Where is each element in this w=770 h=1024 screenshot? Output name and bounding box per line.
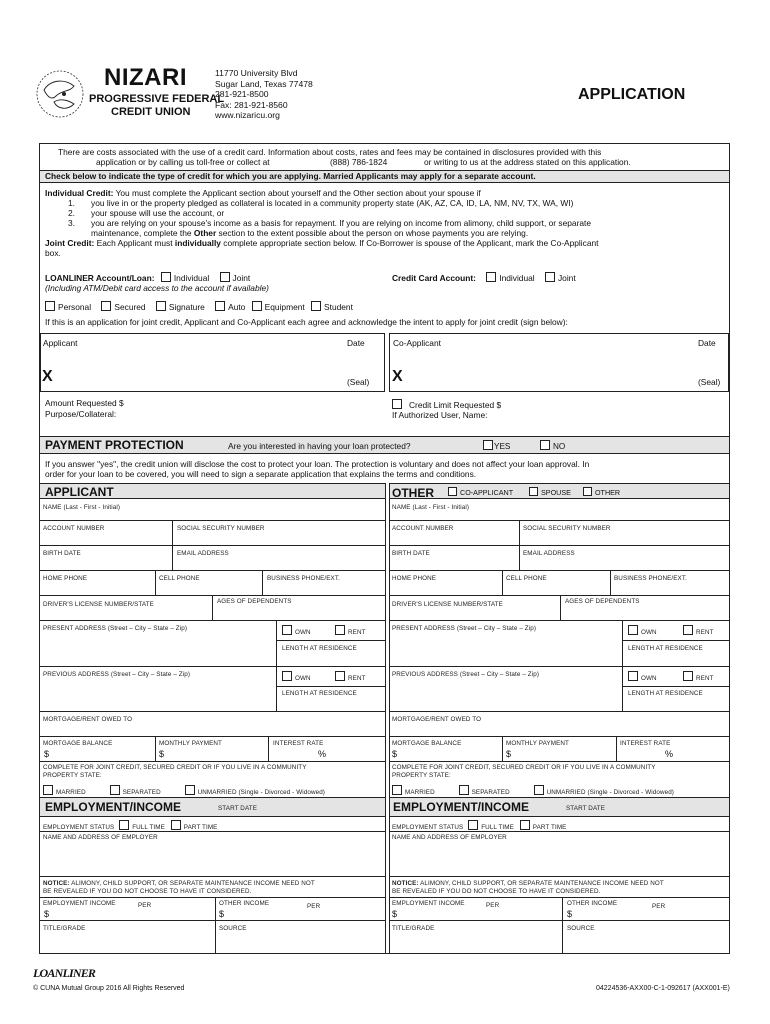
applicant-mortgage-balance-dollar: $ — [44, 749, 50, 759]
full-time-label: FULL TIME — [481, 824, 514, 831]
separated-label: SEPARATED — [471, 789, 510, 796]
separated-label: SEPARATED — [122, 789, 161, 796]
other-title-grade-field[interactable]: TITLE/GRADE — [392, 925, 435, 932]
amount-requested-label[interactable]: Amount Requested $ — [45, 398, 124, 408]
logo-subtitle-2: CREDIT UNION — [111, 106, 191, 118]
row-line — [40, 620, 386, 621]
credit-union-address — [215, 68, 313, 121]
applicant-separated-checkbox[interactable] — [110, 785, 120, 795]
other-unmarried-checkbox[interactable] — [534, 785, 544, 795]
loan-type-label: Secured — [114, 302, 146, 312]
col-line — [616, 736, 617, 761]
co-applicant-seal-label: (Seal) — [698, 377, 721, 387]
applicant-mortgage-owed-field[interactable]: MORTGAGE/RENT OWED TO — [43, 716, 133, 723]
payment-protection-text-1: If you answer "yes", the credit union will disclose the cost to protect your loan. The protection is voluntary and does not affect your loan approval. In — [45, 459, 590, 469]
own-label: OWN — [295, 629, 311, 636]
applicant-present-address-field[interactable]: PRESENT ADDRESS (Street – City – State – Zip) — [43, 625, 188, 632]
applicant-signature-label: Applicant — [43, 338, 78, 348]
applicant-present-rent-checkbox[interactable] — [335, 625, 345, 635]
other-email-field[interactable]: EMAIL ADDRESS — [523, 550, 575, 557]
other-present-rent-checkbox[interactable] — [683, 625, 693, 635]
payment-protection-no — [540, 440, 565, 452]
credit-limit-row — [392, 399, 501, 410]
other-previous-rent-checkbox[interactable] — [683, 671, 693, 681]
notice-text: ALIMONY, CHILD SUPPORT, OR SEPARATE MAINTENANCE INCOME NEED NOT — [69, 880, 315, 887]
loan-type-label: Personal — [58, 302, 92, 312]
joint-intent-text: If this is an application for joint credit, Applicant and Co-Applicant each agree and acknowledge the intent to apply for joint credit (sign below): — [45, 317, 568, 327]
married-label: MARRIED — [56, 789, 86, 796]
other-interest-rate-field[interactable]: INTEREST RATE — [620, 740, 671, 747]
credit-union-logo — [34, 68, 86, 120]
other-present-length-field[interactable]: LENGTH AT RESIDENCE — [628, 645, 703, 652]
col-line — [560, 595, 561, 620]
applicant-previous-length-field[interactable]: LENGTH AT RESIDENCE — [282, 690, 357, 697]
applicant-signature-x: X — [42, 368, 53, 385]
applicant-complete-for-joint-1: COMPLETE FOR JOINT CREDIT, SECURED CREDIT OR IF YOU LIVE IN A COMMUNITY — [43, 764, 307, 771]
col-line — [276, 620, 277, 711]
applicant-mortgage-balance-field[interactable]: MORTGAGE BALANCE — [43, 740, 113, 747]
loanliner-account-label: LOANLINER Account/Loan: — [45, 273, 155, 283]
other-present-address-field[interactable]: PRESENT ADDRESS (Street – City – State – Zip) — [392, 625, 537, 632]
applicant-business-phone-field[interactable]: BUSINESS PHONE/EXT. — [267, 575, 340, 582]
loan-type-row — [45, 301, 353, 312]
applicant-previous-rent — [335, 671, 366, 682]
other-type-row — [448, 487, 620, 498]
row-line — [40, 520, 386, 521]
row-line — [40, 666, 386, 667]
credit-limit-label: Credit Limit Requested $ — [409, 400, 502, 410]
rent-label: RENT — [348, 629, 366, 636]
payment-protection-question: Are you interested in having your loan protected? — [228, 441, 411, 451]
row-line — [389, 545, 730, 546]
row-line — [389, 620, 730, 621]
individual-credit-label: Individual Credit: — [45, 188, 114, 198]
other-other-income-field[interactable]: OTHER INCOME — [567, 900, 618, 907]
other-complete-for-joint-2: PROPERTY STATE: — [392, 772, 451, 779]
col-line — [215, 897, 216, 953]
atm-note: (Including ATM/Debit card access to the account if available) — [45, 283, 269, 293]
row-line — [276, 640, 386, 641]
other-complete-for-joint-1: COMPLETE FOR JOINT CREDIT, SECURED CREDIT OR IF YOU LIVE IN A COMMUNITY — [392, 764, 656, 771]
row-line — [389, 520, 730, 521]
joint-credit-desc-a: Each Applicant must — [94, 238, 175, 248]
individual-credit-text — [45, 188, 481, 198]
col-line — [622, 620, 623, 711]
employment-status-label: EMPLOYMENT STATUS — [43, 824, 115, 831]
applicant-employment-income-dollar: $ — [44, 909, 50, 919]
applicant-previous-rent-checkbox[interactable] — [335, 671, 345, 681]
co-applicant-checkbox[interactable] — [448, 487, 457, 496]
applicant-married-checkbox[interactable] — [43, 785, 53, 795]
credit-card-account-row — [392, 272, 576, 283]
col-line — [212, 595, 213, 620]
col-line — [562, 897, 563, 953]
row-line — [622, 640, 730, 641]
other-monthly-payment-dollar: $ — [506, 749, 512, 759]
unmarried-label: UNMARRIED (Single - Divorced - Widowed) — [197, 789, 325, 796]
credit-item-text: your spouse will use the account, or — [91, 208, 225, 218]
loan-type-label: Signature — [168, 302, 205, 312]
applicant-present-own-checkbox[interactable] — [282, 625, 292, 635]
applicant-present-rent — [335, 625, 366, 636]
loanliner-brand-logo: LOANLINER — [33, 966, 96, 980]
row-line — [389, 570, 730, 571]
other-other-income-per: PER — [652, 903, 666, 910]
applicant-title: APPLICANT — [45, 485, 114, 499]
credit-item-3-continued — [91, 228, 528, 238]
col-line — [172, 520, 173, 570]
co-applicant-date-label: Date — [698, 338, 716, 348]
credit-card-joint-checkbox[interactable] — [545, 272, 555, 282]
loan-type-label: Student — [324, 302, 353, 312]
unmarried-label: UNMARRIED (Single - Divorced - Widowed) — [546, 789, 674, 796]
other-previous-own-checkbox[interactable] — [628, 671, 638, 681]
other-mortgage-balance-field[interactable]: MORTGAGE BALANCE — [392, 740, 462, 747]
applicant-other-income-field[interactable]: OTHER INCOME — [219, 900, 270, 907]
row-line — [622, 686, 730, 687]
intro-phone: (888) 786-1824 — [330, 157, 388, 167]
other-title: OTHER — [392, 486, 434, 500]
other-monthly-payment-field[interactable]: MONTHLY PAYMENT — [506, 740, 569, 747]
other-employment-title: EMPLOYMENT/INCOME — [393, 800, 530, 814]
yes-checkbox[interactable] — [483, 440, 493, 450]
row-line — [389, 666, 730, 667]
applicant-interest-rate-percent: % — [318, 749, 327, 759]
joint-credit-desc-b: complete appropriate section below. If Co-Borrower is spouse of the Applicant, mark the Co-Applicant — [220, 238, 599, 248]
applicant-ages-field[interactable]: AGES OF DEPENDENTS — [217, 598, 292, 605]
credit-card-joint-label: Joint — [557, 273, 576, 283]
row-line — [40, 570, 386, 571]
equipment-checkbox[interactable] — [252, 301, 262, 311]
other-checkbox[interactable] — [583, 487, 592, 496]
row-line — [40, 876, 386, 877]
part-time-label: PART TIME — [183, 824, 218, 831]
row-line — [40, 816, 386, 817]
individual-credit-desc: You must complete the Applicant section about yourself and the Other section about your spouse if — [113, 188, 481, 198]
other-start-date-field[interactable]: START DATE — [566, 805, 606, 812]
loan-type-label: Equipment — [264, 302, 305, 312]
applicant-other-income-per: PER — [307, 903, 321, 910]
row-line — [40, 831, 386, 832]
notice-label: NOTICE: — [43, 880, 70, 887]
applicant-previous-own-checkbox[interactable] — [282, 671, 292, 681]
applicant-previous-address-field[interactable]: PREVIOUS ADDRESS (Street – City – State – Zip) — [43, 671, 191, 678]
notice-label: NOTICE: — [392, 880, 419, 887]
other-source-field[interactable]: SOURCE — [567, 925, 595, 932]
col-line — [502, 570, 503, 595]
other-employment-income-dollar: $ — [392, 909, 398, 919]
other-ssn-field[interactable]: SOCIAL SECURITY NUMBER — [523, 525, 611, 532]
loanliner-individual-label: Individual — [173, 273, 210, 283]
loanliner-joint-label: Joint — [232, 273, 251, 283]
col-line — [155, 570, 156, 595]
applicant-right-border — [385, 483, 386, 953]
other-interest-rate-percent: % — [665, 749, 674, 759]
own-label: OWN — [641, 629, 657, 636]
credit-item-3-cont-a: maintenance, complete the — [91, 228, 194, 238]
credit-item-num: 3. — [68, 218, 75, 228]
loanliner-account-row — [45, 272, 250, 283]
other-previous-own — [628, 671, 657, 682]
row-line — [389, 831, 730, 832]
other-employment-status-row — [392, 820, 566, 831]
loanliner-individual-checkbox[interactable] — [161, 272, 171, 282]
credit-item-text: you are relying on your spouse's income as a basis for repayment. If you are relying on income from alimony, child support, or separate — [91, 218, 592, 228]
credit-card-individual-checkbox[interactable] — [486, 272, 496, 282]
row-line — [389, 711, 730, 712]
credit-item-text: you live in or the property pledged as collateral is located in a community property state (AK, AZ, CA, ID, LA, NM, NV, TX, WA, WI) — [91, 198, 574, 208]
other-account-number-field[interactable]: ACCOUNT NUMBER — [392, 525, 454, 532]
applicant-other-income-dollar: $ — [219, 909, 225, 919]
col-line — [262, 570, 263, 595]
credit-card-individual-label: Individual — [499, 273, 535, 283]
other-birth-date-field[interactable]: BIRTH DATE — [392, 550, 430, 557]
row-line — [40, 545, 386, 546]
applicant-present-own — [282, 625, 311, 636]
page-title: APPLICATION — [578, 86, 686, 103]
other-marital-row — [392, 785, 674, 796]
applicant-employment-income-field[interactable]: EMPLOYMENT INCOME — [43, 900, 116, 907]
authorized-user-label[interactable]: If Authorized User, Name: — [392, 410, 488, 420]
co-applicant-signature-x: X — [392, 368, 403, 385]
other-present-own — [628, 625, 657, 636]
payment-protection-yes — [483, 440, 510, 452]
row-line — [389, 736, 730, 737]
applicant-email-field[interactable]: EMAIL ADDRESS — [177, 550, 229, 557]
other-part-time-checkbox[interactable] — [520, 820, 530, 830]
applicant-date-label: Date — [347, 338, 365, 348]
applicant-account-number-field[interactable]: ACCOUNT NUMBER — [43, 525, 105, 532]
intro-line-2b: or writing to us at the address stated on this application. — [424, 157, 631, 167]
own-label: OWN — [641, 675, 657, 682]
applicant-cell-phone-field[interactable]: CELL PHONE — [159, 575, 200, 582]
applicant-start-date-field[interactable]: START DATE — [218, 805, 258, 812]
other-label: OTHER — [594, 488, 621, 497]
other-left-border — [389, 483, 390, 953]
other-drivers-license-field[interactable]: DRIVER'S LICENSE NUMBER/STATE — [392, 601, 503, 608]
copyright-text: © CUNA Mutual Group 2016 All Rights Reserved — [33, 985, 185, 992]
joint-credit-label: Joint Credit: — [45, 238, 95, 248]
joint-credit-text-cont: box. — [45, 248, 61, 258]
credit-item-num: 1. — [68, 198, 75, 208]
notice-text: ALIMONY, CHILD SUPPORT, OR SEPARATE MAINTENANCE INCOME NEED NOT — [418, 880, 664, 887]
other-mortgage-balance-dollar: $ — [392, 749, 398, 759]
applicant-employment-status-row — [43, 820, 217, 831]
applicant-employment-income-per: PER — [138, 902, 152, 909]
other-notice-2: BE REVEALED IF YOU DO NOT CHOOSE TO HAVE IT CONSIDERED. — [392, 888, 601, 895]
credit-item-3-other: Other — [193, 228, 217, 238]
logo-name: NIZARI — [104, 64, 187, 91]
applicant-notice-2: BE REVEALED IF YOU DO NOT CHOOSE TO HAVE IT CONSIDERED. — [43, 888, 252, 895]
applicant-title-grade-field[interactable]: TITLE/GRADE — [43, 925, 86, 932]
joint-credit-individually: individually — [174, 238, 221, 248]
row-line — [40, 897, 386, 898]
other-full-time-checkbox[interactable] — [468, 820, 478, 830]
website-line: www.nizaricu.org — [215, 110, 280, 120]
logo-subtitle-1: PROGRESSIVE FEDERAL — [89, 93, 225, 105]
applicant-unmarried-checkbox[interactable] — [185, 785, 195, 795]
personal-checkbox[interactable] — [45, 301, 55, 311]
no-label: NO — [553, 442, 566, 451]
spouse-checkbox[interactable] — [529, 487, 538, 496]
col-line — [268, 736, 269, 761]
married-label: MARRIED — [405, 789, 435, 796]
check-below-text: Check below to indicate the type of credit for which you are applying. Married Applicants may apply for a separate account. — [45, 171, 536, 181]
employment-status-label: EMPLOYMENT STATUS — [392, 824, 464, 831]
credit-card-account-label: Credit Card Account: — [392, 273, 476, 283]
secured-checkbox[interactable] — [101, 301, 111, 311]
credit-limit-checkbox[interactable] — [392, 399, 402, 409]
full-time-label: FULL TIME — [132, 824, 165, 831]
other-mortgage-owed-field[interactable]: MORTGAGE/RENT OWED TO — [392, 716, 482, 723]
phone-line: 281-921-8500 — [215, 89, 269, 99]
row-line — [389, 920, 730, 921]
address-line: 11770 University Blvd — [215, 68, 298, 78]
applicant-notice-1 — [43, 880, 315, 887]
address-line: Sugar Land, Texas 77478 — [215, 78, 313, 89]
col-line — [502, 736, 503, 761]
signature-checkbox[interactable] — [156, 301, 166, 311]
other-present-rent — [683, 625, 714, 636]
row-line — [389, 876, 730, 877]
other-married-checkbox[interactable] — [392, 785, 402, 795]
col-line — [519, 520, 520, 570]
applicant-employer-field[interactable]: NAME AND ADDRESS OF EMPLOYER — [43, 834, 158, 841]
other-previous-length-field[interactable]: LENGTH AT RESIDENCE — [628, 690, 703, 697]
applicant-monthly-payment-field[interactable]: MONTHLY PAYMENT — [159, 740, 222, 747]
no-checkbox[interactable] — [540, 440, 550, 450]
applicant-monthly-payment-dollar: $ — [159, 749, 165, 759]
credit-item-3-cont-b: section to the extent possible about the person on whose payments you are relying. — [216, 228, 529, 238]
rent-label: RENT — [696, 675, 714, 682]
row-line — [389, 816, 730, 817]
spouse-label: SPOUSE — [541, 488, 571, 497]
part-time-label: PART TIME — [532, 824, 567, 831]
form-code: 04224536-AXX00-C-1-092617 (AXX001-E) — [596, 985, 730, 992]
row-line — [40, 711, 386, 712]
rent-label: RENT — [348, 675, 366, 682]
other-ages-field[interactable]: AGES OF DEPENDENTS — [565, 598, 640, 605]
row-line — [276, 686, 386, 687]
other-previous-address-field[interactable]: PREVIOUS ADDRESS (Street – City – State – Zip) — [392, 671, 540, 678]
applicant-interest-rate-field[interactable]: INTEREST RATE — [273, 740, 324, 747]
other-other-income-dollar: $ — [567, 909, 573, 919]
applicant-birth-date-field[interactable]: BIRTH DATE — [43, 550, 81, 557]
purpose-collateral-label[interactable]: Purpose/Collateral: — [45, 409, 117, 419]
other-name-field[interactable]: NAME (Last - First - Initial) — [392, 504, 470, 511]
loanliner-joint-checkbox[interactable] — [220, 272, 230, 282]
applicant-source-field[interactable]: SOURCE — [219, 925, 247, 932]
applicant-seal-label: (Seal) — [347, 377, 370, 387]
applicant-signature-box[interactable] — [40, 333, 385, 392]
rent-label: RENT — [696, 629, 714, 636]
loan-type-label: Auto — [228, 302, 246, 312]
other-notice-1 — [392, 880, 664, 887]
row-line — [40, 761, 386, 762]
other-cell-phone-field[interactable]: CELL PHONE — [506, 575, 547, 582]
fax-line: Fax: 281-921-8560 — [215, 99, 288, 110]
other-business-phone-field[interactable]: BUSINESS PHONE/EXT. — [614, 575, 687, 582]
other-employment-income-per: PER — [486, 902, 500, 909]
col-line — [610, 570, 611, 595]
other-employer-field[interactable]: NAME AND ADDRESS OF EMPLOYER — [392, 834, 507, 841]
credit-item-num: 2. — [68, 208, 75, 218]
other-present-own-checkbox[interactable] — [628, 625, 638, 635]
auto-checkbox[interactable] — [215, 301, 225, 311]
own-label: OWN — [295, 675, 311, 682]
joint-credit-text — [45, 238, 599, 248]
applicant-complete-for-joint-2: PROPERTY STATE: — [43, 772, 102, 779]
payment-protection-text-2: order for your loan to be covered, you will need to sign a separate application that explains the terms and conditions. — [45, 469, 477, 479]
intro-line-1: There are costs associated with the use of a credit card. Information about costs, rates and fees may be contained in disclosures provided with this — [58, 147, 602, 157]
row-line — [389, 761, 730, 762]
row-line — [40, 595, 386, 596]
payment-protection-title: PAYMENT PROTECTION — [45, 438, 184, 452]
yes-label: YES — [494, 442, 511, 451]
student-checkbox[interactable] — [311, 301, 321, 311]
row-line — [40, 736, 386, 737]
other-previous-rent — [683, 671, 714, 682]
applicant-employment-title: EMPLOYMENT/INCOME — [45, 800, 182, 814]
col-line — [155, 736, 156, 761]
applicant-full-time-checkbox[interactable] — [119, 820, 129, 830]
applicant-drivers-license-field[interactable]: DRIVER'S LICENSE NUMBER/STATE — [43, 601, 154, 608]
co-applicant-label: CO-APPLICANT — [460, 488, 513, 497]
applicant-present-length-field[interactable]: LENGTH AT RESIDENCE — [282, 645, 357, 652]
co-applicant-signature-label: Co-Applicant — [393, 338, 441, 348]
applicant-ssn-field[interactable]: SOCIAL SECURITY NUMBER — [177, 525, 265, 532]
row-line — [40, 920, 386, 921]
other-employment-income-field[interactable]: EMPLOYMENT INCOME — [392, 900, 465, 907]
applicant-home-phone-field[interactable]: HOME PHONE — [43, 575, 88, 582]
other-separated-checkbox[interactable] — [459, 785, 469, 795]
applicant-part-time-checkbox[interactable] — [171, 820, 181, 830]
applicant-previous-own — [282, 671, 311, 682]
intro-line-2a: application or by calling us toll-free or collect at — [96, 157, 270, 167]
applicant-name-field[interactable]: NAME (Last - First - Initial) — [43, 504, 121, 511]
other-home-phone-field[interactable]: HOME PHONE — [392, 575, 437, 582]
applicant-marital-row — [43, 785, 325, 796]
row-line — [389, 897, 730, 898]
